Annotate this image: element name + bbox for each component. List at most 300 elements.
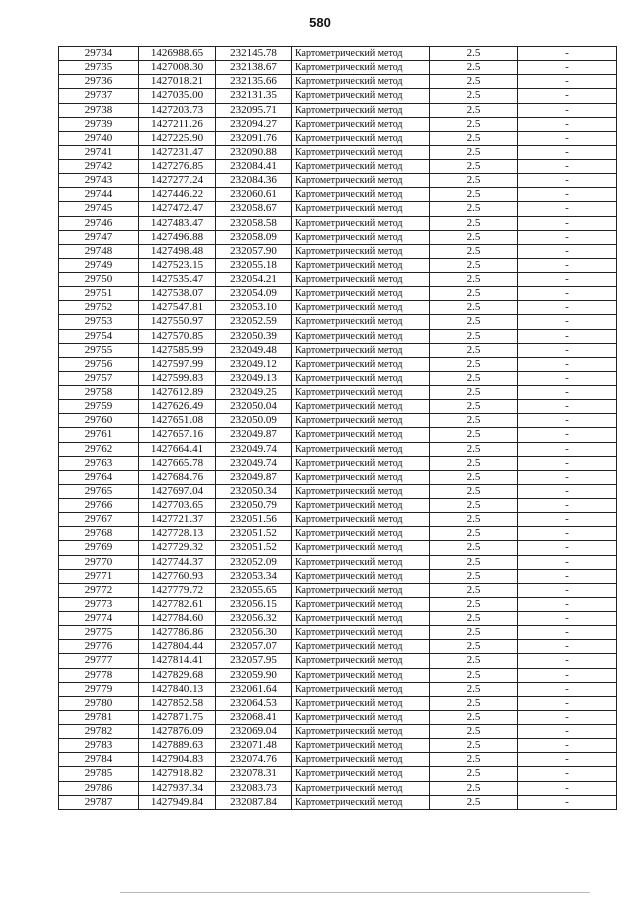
accuracy-cell: 2.5 bbox=[430, 75, 518, 89]
method-cell: Картометрический метод bbox=[292, 131, 430, 145]
point-number-cell: 29773 bbox=[59, 597, 139, 611]
description-cell: - bbox=[518, 145, 617, 159]
description-cell: - bbox=[518, 61, 617, 75]
accuracy-cell: 2.5 bbox=[430, 640, 518, 654]
y-coordinate-cell: 232091.76 bbox=[216, 131, 292, 145]
method-cell: Картометрический метод bbox=[292, 442, 430, 456]
description-cell: - bbox=[518, 696, 617, 710]
point-number-cell: 29755 bbox=[59, 343, 139, 357]
description-cell: - bbox=[518, 117, 617, 131]
point-number-cell: 29767 bbox=[59, 513, 139, 527]
method-cell: Картометрический метод bbox=[292, 668, 430, 682]
method-cell: Картометрический метод bbox=[292, 597, 430, 611]
method-cell: Картометрический метод bbox=[292, 513, 430, 527]
x-coordinate-cell: 1426988.65 bbox=[139, 47, 216, 61]
x-coordinate-cell: 1427784.60 bbox=[139, 612, 216, 626]
method-cell: Картометрический метод bbox=[292, 47, 430, 61]
point-number-cell: 29763 bbox=[59, 456, 139, 470]
point-number-cell: 29775 bbox=[59, 626, 139, 640]
x-coordinate-cell: 1427703.65 bbox=[139, 499, 216, 513]
accuracy-cell: 2.5 bbox=[430, 343, 518, 357]
coordinates-table bbox=[58, 46, 617, 810]
point-number-cell: 29779 bbox=[59, 682, 139, 696]
method-cell: Картометрический метод bbox=[292, 145, 430, 159]
y-coordinate-cell: 232050.79 bbox=[216, 499, 292, 513]
point-number-cell: 29770 bbox=[59, 555, 139, 569]
accuracy-cell: 2.5 bbox=[430, 287, 518, 301]
accuracy-cell: 2.5 bbox=[430, 89, 518, 103]
accuracy-cell: 2.5 bbox=[430, 442, 518, 456]
description-cell: - bbox=[518, 470, 617, 484]
method-cell: Картометрический метод bbox=[292, 160, 430, 174]
description-cell: - bbox=[518, 710, 617, 724]
y-coordinate-cell: 232095.71 bbox=[216, 103, 292, 117]
page-number: 580 bbox=[309, 15, 331, 30]
point-number-cell: 29748 bbox=[59, 244, 139, 258]
point-number-cell: 29734 bbox=[59, 47, 139, 61]
table-row bbox=[59, 343, 617, 357]
table-row bbox=[59, 597, 617, 611]
method-cell: Картометрический метод bbox=[292, 654, 430, 668]
method-cell: Картометрический метод bbox=[292, 287, 430, 301]
method-cell: Картометрический метод bbox=[292, 258, 430, 272]
accuracy-cell: 2.5 bbox=[430, 583, 518, 597]
x-coordinate-cell: 1427570.85 bbox=[139, 329, 216, 343]
point-number-cell: 29750 bbox=[59, 273, 139, 287]
table-row bbox=[59, 725, 617, 739]
method-cell: Картометрический метод bbox=[292, 315, 430, 329]
method-cell: Картометрический метод bbox=[292, 386, 430, 400]
method-cell: Картометрический метод bbox=[292, 640, 430, 654]
point-number-cell: 29744 bbox=[59, 188, 139, 202]
point-number-cell: 29769 bbox=[59, 541, 139, 555]
y-coordinate-cell: 232053.10 bbox=[216, 301, 292, 315]
method-cell: Картометрический метод bbox=[292, 696, 430, 710]
accuracy-cell: 2.5 bbox=[430, 555, 518, 569]
x-coordinate-cell: 1427744.37 bbox=[139, 555, 216, 569]
x-coordinate-cell: 1427657.16 bbox=[139, 428, 216, 442]
description-cell: - bbox=[518, 174, 617, 188]
accuracy-cell: 2.5 bbox=[430, 414, 518, 428]
y-coordinate-cell: 232131.35 bbox=[216, 89, 292, 103]
table-row bbox=[59, 131, 617, 145]
description-cell: - bbox=[518, 428, 617, 442]
table-row bbox=[59, 753, 617, 767]
accuracy-cell: 2.5 bbox=[430, 174, 518, 188]
accuracy-cell: 2.5 bbox=[430, 541, 518, 555]
table-row bbox=[59, 682, 617, 696]
point-number-cell: 29778 bbox=[59, 668, 139, 682]
point-number-cell: 29771 bbox=[59, 569, 139, 583]
table-row bbox=[59, 767, 617, 781]
y-coordinate-cell: 232051.56 bbox=[216, 513, 292, 527]
description-cell: - bbox=[518, 343, 617, 357]
y-coordinate-cell: 232087.84 bbox=[216, 795, 292, 809]
description-cell: - bbox=[518, 597, 617, 611]
method-cell: Картометрический метод bbox=[292, 301, 430, 315]
method-cell: Картометрический метод bbox=[292, 569, 430, 583]
description-cell: - bbox=[518, 89, 617, 103]
y-coordinate-cell: 232083.73 bbox=[216, 781, 292, 795]
x-coordinate-cell: 1427035.00 bbox=[139, 89, 216, 103]
method-cell: Картометрический метод bbox=[292, 470, 430, 484]
method-cell: Картометрический метод bbox=[292, 216, 430, 230]
table-row bbox=[59, 583, 617, 597]
accuracy-cell: 2.5 bbox=[430, 696, 518, 710]
table-row bbox=[59, 301, 617, 315]
accuracy-cell: 2.5 bbox=[430, 386, 518, 400]
accuracy-cell: 2.5 bbox=[430, 710, 518, 724]
table-row bbox=[59, 781, 617, 795]
point-number-cell: 29751 bbox=[59, 287, 139, 301]
x-coordinate-cell: 1427786.86 bbox=[139, 626, 216, 640]
description-cell: - bbox=[518, 583, 617, 597]
y-coordinate-cell: 232049.87 bbox=[216, 428, 292, 442]
y-coordinate-cell: 232058.58 bbox=[216, 216, 292, 230]
x-coordinate-cell: 1427535.47 bbox=[139, 273, 216, 287]
y-coordinate-cell: 232049.74 bbox=[216, 456, 292, 470]
method-cell: Картометрический метод bbox=[292, 343, 430, 357]
accuracy-cell: 2.5 bbox=[430, 428, 518, 442]
method-cell: Картометрический метод bbox=[292, 202, 430, 216]
point-number-cell: 29787 bbox=[59, 795, 139, 809]
y-coordinate-cell: 232049.12 bbox=[216, 357, 292, 371]
method-cell: Картометрический метод bbox=[292, 484, 430, 498]
x-coordinate-cell: 1427547.81 bbox=[139, 301, 216, 315]
description-cell: - bbox=[518, 386, 617, 400]
point-number-cell: 29760 bbox=[59, 414, 139, 428]
accuracy-cell: 2.5 bbox=[430, 781, 518, 795]
accuracy-cell: 2.5 bbox=[430, 103, 518, 117]
y-coordinate-cell: 232050.34 bbox=[216, 484, 292, 498]
table-row bbox=[59, 484, 617, 498]
y-coordinate-cell: 232068.41 bbox=[216, 710, 292, 724]
y-coordinate-cell: 232049.74 bbox=[216, 442, 292, 456]
point-number-cell: 29756 bbox=[59, 357, 139, 371]
x-coordinate-cell: 1427697.04 bbox=[139, 484, 216, 498]
description-cell: - bbox=[518, 541, 617, 555]
description-cell: - bbox=[518, 103, 617, 117]
table-row bbox=[59, 654, 617, 668]
x-coordinate-cell: 1427472.47 bbox=[139, 202, 216, 216]
y-coordinate-cell: 232050.39 bbox=[216, 329, 292, 343]
y-coordinate-cell: 232078.31 bbox=[216, 767, 292, 781]
point-number-cell: 29765 bbox=[59, 484, 139, 498]
description-cell: - bbox=[518, 47, 617, 61]
accuracy-cell: 2.5 bbox=[430, 371, 518, 385]
description-cell: - bbox=[518, 513, 617, 527]
y-coordinate-cell: 232061.64 bbox=[216, 682, 292, 696]
x-coordinate-cell: 1427729.32 bbox=[139, 541, 216, 555]
x-coordinate-cell: 1427949.84 bbox=[139, 795, 216, 809]
description-cell: - bbox=[518, 442, 617, 456]
point-number-cell: 29737 bbox=[59, 89, 139, 103]
description-cell: - bbox=[518, 739, 617, 753]
y-coordinate-cell: 232090.88 bbox=[216, 145, 292, 159]
x-coordinate-cell: 1427018.21 bbox=[139, 75, 216, 89]
table-row bbox=[59, 357, 617, 371]
accuracy-cell: 2.5 bbox=[430, 626, 518, 640]
x-coordinate-cell: 1427277.24 bbox=[139, 174, 216, 188]
table-row bbox=[59, 160, 617, 174]
point-number-cell: 29785 bbox=[59, 767, 139, 781]
table-row bbox=[59, 442, 617, 456]
x-coordinate-cell: 1427523.15 bbox=[139, 258, 216, 272]
x-coordinate-cell: 1427904.83 bbox=[139, 753, 216, 767]
y-coordinate-cell: 232055.18 bbox=[216, 258, 292, 272]
x-coordinate-cell: 1427585.99 bbox=[139, 343, 216, 357]
accuracy-cell: 2.5 bbox=[430, 202, 518, 216]
x-coordinate-cell: 1427599.83 bbox=[139, 371, 216, 385]
description-cell: - bbox=[518, 484, 617, 498]
table-row bbox=[59, 273, 617, 287]
y-coordinate-cell: 232084.41 bbox=[216, 160, 292, 174]
x-coordinate-cell: 1427626.49 bbox=[139, 400, 216, 414]
point-number-cell: 29741 bbox=[59, 145, 139, 159]
x-coordinate-cell: 1427231.47 bbox=[139, 145, 216, 159]
x-coordinate-cell: 1427498.48 bbox=[139, 244, 216, 258]
x-coordinate-cell: 1427008.30 bbox=[139, 61, 216, 75]
accuracy-cell: 2.5 bbox=[430, 456, 518, 470]
point-number-cell: 29738 bbox=[59, 103, 139, 117]
method-cell: Картометрический метод bbox=[292, 541, 430, 555]
method-cell: Картометрический метод bbox=[292, 103, 430, 117]
accuracy-cell: 2.5 bbox=[430, 61, 518, 75]
point-number-cell: 29758 bbox=[59, 386, 139, 400]
accuracy-cell: 2.5 bbox=[430, 682, 518, 696]
method-cell: Картометрический метод bbox=[292, 682, 430, 696]
accuracy-cell: 2.5 bbox=[430, 499, 518, 513]
accuracy-cell: 2.5 bbox=[430, 329, 518, 343]
accuracy-cell: 2.5 bbox=[430, 160, 518, 174]
description-cell: - bbox=[518, 612, 617, 626]
table-row bbox=[59, 103, 617, 117]
method-cell: Картометрический метод bbox=[292, 188, 430, 202]
table-row bbox=[59, 400, 617, 414]
method-cell: Картометрический метод bbox=[292, 753, 430, 767]
table-row bbox=[59, 174, 617, 188]
accuracy-cell: 2.5 bbox=[430, 315, 518, 329]
method-cell: Картометрический метод bbox=[292, 371, 430, 385]
point-number-cell: 29768 bbox=[59, 527, 139, 541]
table-row bbox=[59, 739, 617, 753]
x-coordinate-cell: 1427721.37 bbox=[139, 513, 216, 527]
x-coordinate-cell: 1427779.72 bbox=[139, 583, 216, 597]
y-coordinate-cell: 232052.59 bbox=[216, 315, 292, 329]
table-row bbox=[59, 569, 617, 583]
table-row bbox=[59, 527, 617, 541]
point-number-cell: 29745 bbox=[59, 202, 139, 216]
y-coordinate-cell: 232051.52 bbox=[216, 527, 292, 541]
y-coordinate-cell: 232053.34 bbox=[216, 569, 292, 583]
x-coordinate-cell: 1427446.22 bbox=[139, 188, 216, 202]
description-cell: - bbox=[518, 682, 617, 696]
accuracy-cell: 2.5 bbox=[430, 470, 518, 484]
table-row bbox=[59, 244, 617, 258]
point-number-cell: 29784 bbox=[59, 753, 139, 767]
point-number-cell: 29759 bbox=[59, 400, 139, 414]
y-coordinate-cell: 232074.76 bbox=[216, 753, 292, 767]
description-cell: - bbox=[518, 273, 617, 287]
y-coordinate-cell: 232049.87 bbox=[216, 470, 292, 484]
point-number-cell: 29762 bbox=[59, 442, 139, 456]
x-coordinate-cell: 1427814.41 bbox=[139, 654, 216, 668]
table-row bbox=[59, 202, 617, 216]
table-row bbox=[59, 315, 617, 329]
table-row bbox=[59, 626, 617, 640]
y-coordinate-cell: 232060.61 bbox=[216, 188, 292, 202]
table-row bbox=[59, 456, 617, 470]
point-number-cell: 29746 bbox=[59, 216, 139, 230]
accuracy-cell: 2.5 bbox=[430, 597, 518, 611]
y-coordinate-cell: 232057.95 bbox=[216, 654, 292, 668]
description-cell: - bbox=[518, 244, 617, 258]
accuracy-cell: 2.5 bbox=[430, 216, 518, 230]
accuracy-cell: 2.5 bbox=[430, 131, 518, 145]
accuracy-cell: 2.5 bbox=[430, 795, 518, 809]
method-cell: Картометрический метод bbox=[292, 75, 430, 89]
method-cell: Картометрический метод bbox=[292, 357, 430, 371]
description-cell: - bbox=[518, 301, 617, 315]
description-cell: - bbox=[518, 555, 617, 569]
accuracy-cell: 2.5 bbox=[430, 145, 518, 159]
description-cell: - bbox=[518, 315, 617, 329]
point-number-cell: 29781 bbox=[59, 710, 139, 724]
point-number-cell: 29774 bbox=[59, 612, 139, 626]
point-number-cell: 29772 bbox=[59, 583, 139, 597]
description-cell: - bbox=[518, 287, 617, 301]
method-cell: Картометрический метод bbox=[292, 767, 430, 781]
table-row bbox=[59, 640, 617, 654]
description-cell: - bbox=[518, 527, 617, 541]
x-coordinate-cell: 1427782.61 bbox=[139, 597, 216, 611]
table-row bbox=[59, 541, 617, 555]
x-coordinate-cell: 1427876.09 bbox=[139, 725, 216, 739]
method-cell: Картометрический метод bbox=[292, 414, 430, 428]
point-number-cell: 29736 bbox=[59, 75, 139, 89]
description-cell: - bbox=[518, 329, 617, 343]
y-coordinate-cell: 232052.09 bbox=[216, 555, 292, 569]
method-cell: Картометрический метод bbox=[292, 710, 430, 724]
description-cell: - bbox=[518, 753, 617, 767]
point-number-cell: 29739 bbox=[59, 117, 139, 131]
x-coordinate-cell: 1427665.78 bbox=[139, 456, 216, 470]
accuracy-cell: 2.5 bbox=[430, 725, 518, 739]
table-row bbox=[59, 668, 617, 682]
description-cell: - bbox=[518, 569, 617, 583]
table-row bbox=[59, 710, 617, 724]
accuracy-cell: 2.5 bbox=[430, 258, 518, 272]
y-coordinate-cell: 232071.48 bbox=[216, 739, 292, 753]
y-coordinate-cell: 232049.48 bbox=[216, 343, 292, 357]
y-coordinate-cell: 232135.66 bbox=[216, 75, 292, 89]
accuracy-cell: 2.5 bbox=[430, 357, 518, 371]
method-cell: Картометрический метод bbox=[292, 612, 430, 626]
x-coordinate-cell: 1427612.89 bbox=[139, 386, 216, 400]
table-row bbox=[59, 612, 617, 626]
y-coordinate-cell: 232054.09 bbox=[216, 287, 292, 301]
accuracy-cell: 2.5 bbox=[430, 767, 518, 781]
x-coordinate-cell: 1427597.99 bbox=[139, 357, 216, 371]
x-coordinate-cell: 1427852.58 bbox=[139, 696, 216, 710]
point-number-cell: 29752 bbox=[59, 301, 139, 315]
y-coordinate-cell: 232055.65 bbox=[216, 583, 292, 597]
y-coordinate-cell: 232058.67 bbox=[216, 202, 292, 216]
table-row bbox=[59, 499, 617, 513]
table-row bbox=[59, 428, 617, 442]
point-number-cell: 29761 bbox=[59, 428, 139, 442]
y-coordinate-cell: 232054.21 bbox=[216, 273, 292, 287]
method-cell: Картометрический метод bbox=[292, 499, 430, 513]
x-coordinate-cell: 1427664.41 bbox=[139, 442, 216, 456]
point-number-cell: 29757 bbox=[59, 371, 139, 385]
y-coordinate-cell: 232056.32 bbox=[216, 612, 292, 626]
x-coordinate-cell: 1427760.93 bbox=[139, 569, 216, 583]
point-number-cell: 29766 bbox=[59, 499, 139, 513]
x-coordinate-cell: 1427728.13 bbox=[139, 527, 216, 541]
accuracy-cell: 2.5 bbox=[430, 654, 518, 668]
description-cell: - bbox=[518, 400, 617, 414]
method-cell: Картометрический метод bbox=[292, 725, 430, 739]
description-cell: - bbox=[518, 202, 617, 216]
description-cell: - bbox=[518, 654, 617, 668]
y-coordinate-cell: 232058.09 bbox=[216, 230, 292, 244]
description-cell: - bbox=[518, 456, 617, 470]
description-cell: - bbox=[518, 258, 617, 272]
method-cell: Картометрический метод bbox=[292, 795, 430, 809]
method-cell: Картометрический метод bbox=[292, 626, 430, 640]
accuracy-cell: 2.5 bbox=[430, 400, 518, 414]
accuracy-cell: 2.5 bbox=[430, 513, 518, 527]
accuracy-cell: 2.5 bbox=[430, 753, 518, 767]
x-coordinate-cell: 1427918.82 bbox=[139, 767, 216, 781]
coordinates-table-body bbox=[59, 47, 617, 810]
table-row bbox=[59, 47, 617, 61]
y-coordinate-cell: 232056.15 bbox=[216, 597, 292, 611]
x-coordinate-cell: 1427276.85 bbox=[139, 160, 216, 174]
accuracy-cell: 2.5 bbox=[430, 301, 518, 315]
point-number-cell: 29777 bbox=[59, 654, 139, 668]
y-coordinate-cell: 232057.90 bbox=[216, 244, 292, 258]
point-number-cell: 29782 bbox=[59, 725, 139, 739]
description-cell: - bbox=[518, 795, 617, 809]
accuracy-cell: 2.5 bbox=[430, 244, 518, 258]
x-coordinate-cell: 1427829.68 bbox=[139, 668, 216, 682]
accuracy-cell: 2.5 bbox=[430, 117, 518, 131]
method-cell: Картометрический метод bbox=[292, 583, 430, 597]
description-cell: - bbox=[518, 371, 617, 385]
x-coordinate-cell: 1427840.13 bbox=[139, 682, 216, 696]
method-cell: Картометрический метод bbox=[292, 273, 430, 287]
accuracy-cell: 2.5 bbox=[430, 273, 518, 287]
y-coordinate-cell: 232084.36 bbox=[216, 174, 292, 188]
y-coordinate-cell: 232069.04 bbox=[216, 725, 292, 739]
table-row bbox=[59, 513, 617, 527]
description-cell: - bbox=[518, 131, 617, 145]
table-row bbox=[59, 329, 617, 343]
y-coordinate-cell: 232138.67 bbox=[216, 61, 292, 75]
description-cell: - bbox=[518, 640, 617, 654]
description-cell: - bbox=[518, 725, 617, 739]
point-number-cell: 29786 bbox=[59, 781, 139, 795]
description-cell: - bbox=[518, 230, 617, 244]
accuracy-cell: 2.5 bbox=[430, 612, 518, 626]
y-coordinate-cell: 232094.27 bbox=[216, 117, 292, 131]
accuracy-cell: 2.5 bbox=[430, 230, 518, 244]
method-cell: Картометрический метод bbox=[292, 456, 430, 470]
point-number-cell: 29764 bbox=[59, 470, 139, 484]
y-coordinate-cell: 232064.53 bbox=[216, 696, 292, 710]
